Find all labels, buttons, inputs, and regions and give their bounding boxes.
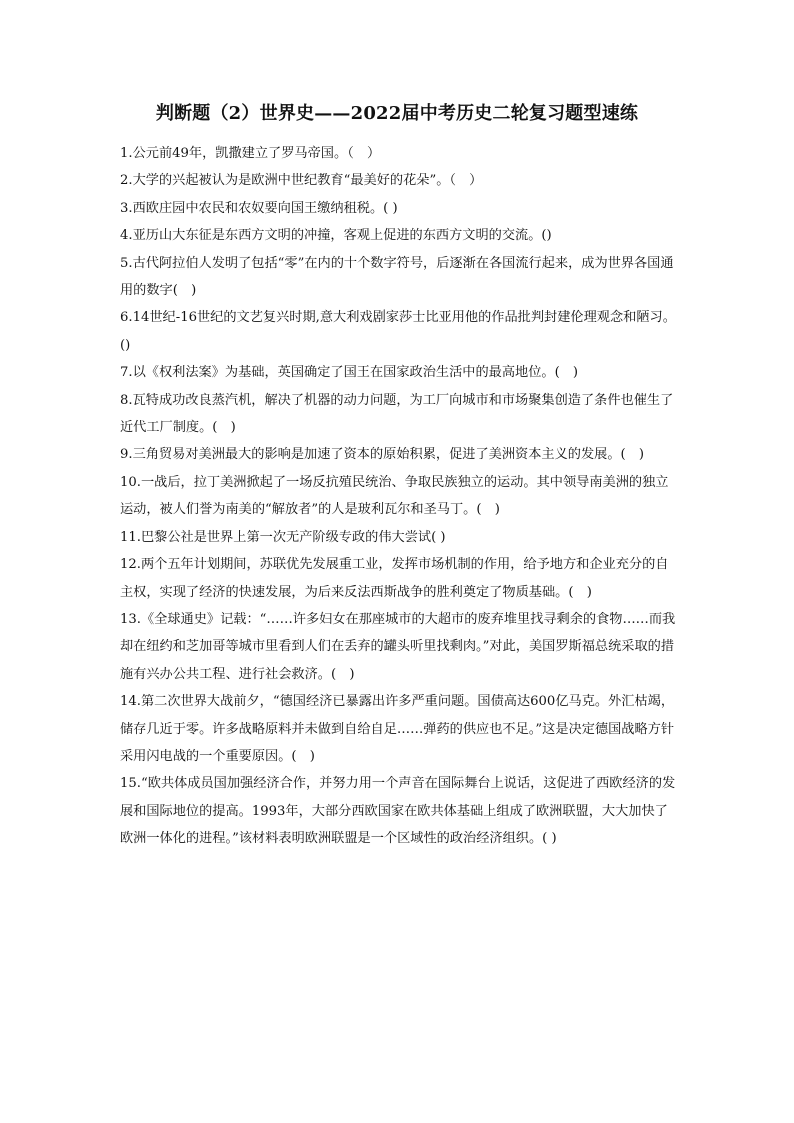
question-item: 12.两个五年计划期间，苏联优先发展重工业，发挥市场机制的作用，给予地方和企业充分的自主权，实现了经济的快速发展，为后来反法西斯战争的胜利奠定了物质基础。( ) — [120, 557, 669, 600]
question-item: 7.以《权利法案》为基础，英国确定了国王在国家政治生活中的最高地位。( ) — [120, 365, 579, 381]
question-item: 15.“欧共体成员国加强经济合作，并努力用一个声音在国际舞台上说话，这促进了西欧经济的发展和国际地位的提高。1993年，大部分西欧国家在欧共体基础上组成了欧洲联盟，大大加快了欧洲一体化的进程。”该材料表明欧洲联盟是一个区域性的政治经济组织。( ) — [120, 776, 676, 847]
question-item: 13.《全球通史》记载：“……许多妇女在那座城市的大超市的废弃堆里找寻剩余的食物……而我却在纽约和芝加哥等城市里看到人们在丢弃的罐头听里找剩肉。”对此，美国罗斯福总统采取的措施有兴办公共工程、进行社会救济。( ) — [120, 611, 676, 682]
question-item: 2.大学的兴起被认为是欧洲中世纪教育“最美好的花朵”。（ ） — [120, 173, 483, 189]
question-item: 6.14世纪-16世纪的文艺复兴时期,意大利戏剧家莎士比亚用他的作品批判封建伦理观念和陋习。() — [120, 310, 676, 353]
question-list — [120, 140, 676, 853]
question-item: 10.一战后，拉丁美洲掀起了一场反抗殖民统治、争取民族独立的运动。其中领导南美洲的独立运动，被人们誉为南美的“解放者”的人是玻利瓦尔和圣马丁。( ) — [120, 474, 669, 518]
question-item: 9.三角贸易对美洲最大的影响是加速了资本的原始积累，促进了美洲资本主义的发展。( ) — [120, 447, 644, 463]
question-item: 1.公元前49年，凯撒建立了罗马帝国。（ ） — [120, 146, 381, 161]
question-item: 11.巴黎公社是世界上第一次无产阶级专政的伟大尝试( ) — [120, 529, 446, 545]
question-item: 8.瓦特成功改良蒸汽机，解决了机器的动力问题，为工厂向城市和市场聚集创造了条件也催生了近代工厂制度。( ) — [120, 392, 674, 436]
question-item: 4.亚历山大东征是东西方文明的冲撞，客观上促进的东西方文明的交流。() — [120, 228, 552, 244]
page-title: 判断题（2）世界史——2022届中考历史二轮复习题型速练 — [155, 103, 639, 124]
question-item: 14.第二次世界大战前夕，“德国经济已暴露出许多严重问题。国债高达600亿马克。外汇枯竭，储存几近于零。许多战略原料并未做到自给自足……弹药的供应也不足。”这是决定德国战略方针采用闪电战的一个重要原因。( ) — [120, 694, 675, 764]
question-item: 5.古代阿拉伯人发明了包括“零”在内的十个数字符号，后逐渐在各国流行起来，成为世界各国通用的数字( ) — [120, 255, 674, 299]
question-item: 3.西欧庄园中农民和农奴要向国王缴纳租税。( ) — [120, 200, 398, 216]
